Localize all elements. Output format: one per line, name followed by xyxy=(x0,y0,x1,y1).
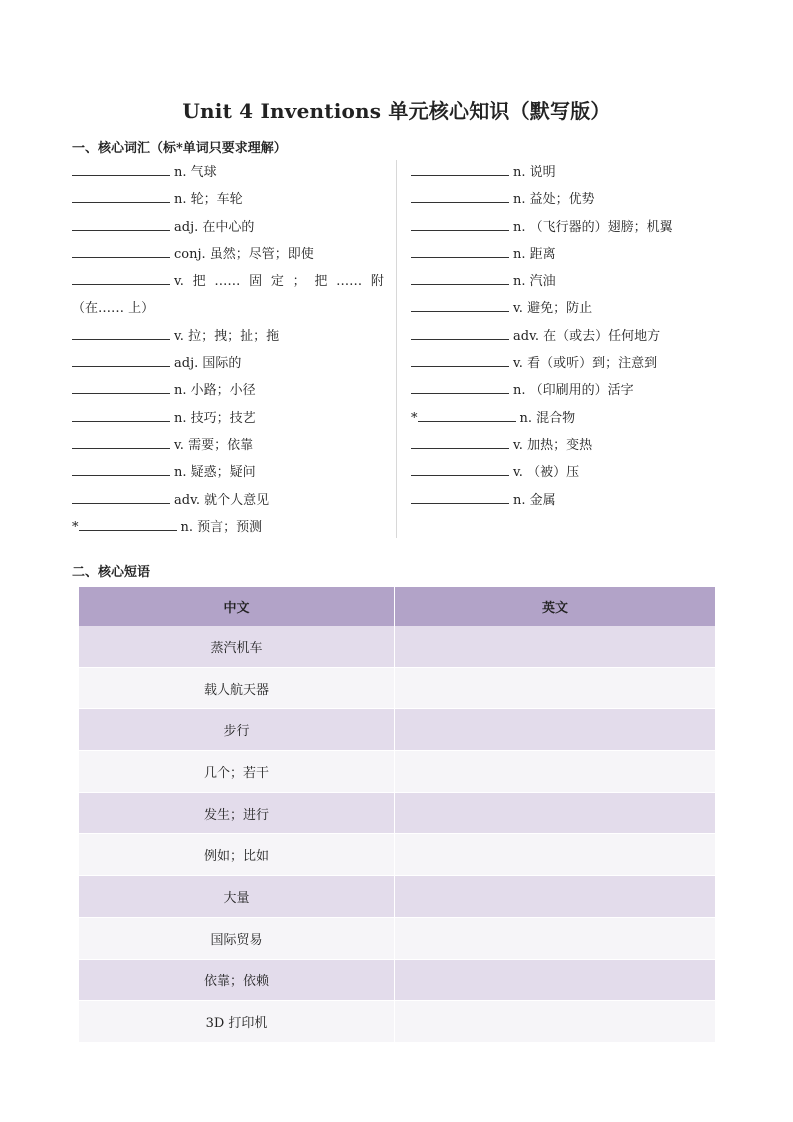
vocab-item xyxy=(72,514,392,541)
answer-blank[interactable] xyxy=(72,270,170,285)
page-title: Unit 4 Inventions 单元核心知识（默写版） xyxy=(182,99,611,123)
vocab-item xyxy=(411,214,731,241)
vocab-item xyxy=(72,186,392,213)
vocab-list-right xyxy=(411,159,731,514)
vocab-list-left xyxy=(72,159,392,541)
phrase-english-answer-cell[interactable] xyxy=(395,917,716,959)
vocab-definition: n. 混合物 xyxy=(519,410,576,426)
answer-blank[interactable] xyxy=(411,243,509,258)
table-row xyxy=(79,1001,716,1043)
phrase-chinese-cell: 3D 打印机 xyxy=(79,1001,395,1043)
phrase-english-answer-cell[interactable] xyxy=(395,959,716,1001)
phrase-chinese-cell: 大量 xyxy=(79,876,395,918)
answer-blank[interactable] xyxy=(79,516,177,531)
vocab-item xyxy=(72,432,392,459)
answer-blank[interactable] xyxy=(411,325,509,340)
header-english: 英文 xyxy=(395,587,716,626)
phrase-chinese-cell: 几个；若干 xyxy=(79,751,395,793)
vocab-item xyxy=(72,268,392,295)
phrase-english-answer-cell[interactable] xyxy=(395,876,716,918)
phrase-chinese-cell: 例如；比如 xyxy=(79,834,395,876)
vocab-item xyxy=(411,432,731,459)
answer-blank[interactable] xyxy=(72,461,170,476)
definition-part: …… xyxy=(336,274,363,290)
vocab-definition: v. 拉；拽；扯；拖 xyxy=(174,328,280,344)
vocab-item xyxy=(72,159,392,186)
definition-part: ； xyxy=(292,274,306,290)
answer-blank[interactable] xyxy=(411,489,509,504)
vocab-item xyxy=(72,350,392,377)
vocab-definition: adj. 在中心的 xyxy=(174,219,255,235)
answer-blank[interactable] xyxy=(411,352,509,367)
answer-blank[interactable] xyxy=(411,461,509,476)
definition-part: 附 xyxy=(370,274,384,290)
vocab-definition: adv. 就个人意见 xyxy=(174,492,270,508)
vocab-definition: n. （飞行器的）翅膀；机翼 xyxy=(513,219,673,235)
vocab-item xyxy=(72,377,392,404)
vocab-item xyxy=(411,241,731,268)
section-heading-phrases: 二、核心短语 xyxy=(72,565,151,580)
vocab-definition: n. （印刷用的）活字 xyxy=(513,383,634,399)
vocab-definition: n. 汽油 xyxy=(513,274,556,290)
answer-blank[interactable] xyxy=(72,434,170,449)
vocab-item xyxy=(411,159,731,186)
phrase-chinese-cell: 依靠；依赖 xyxy=(79,959,395,1001)
table-header-row xyxy=(79,587,716,626)
vocab-item xyxy=(411,186,731,213)
answer-blank[interactable] xyxy=(411,297,509,312)
vocab-definition: n. 金属 xyxy=(513,492,556,508)
definition-part: …… xyxy=(214,274,241,290)
vocab-definition: v. 看（或听）到；注意到 xyxy=(513,356,658,372)
vocab-item xyxy=(72,405,392,432)
answer-blank[interactable] xyxy=(411,379,509,394)
answer-blank[interactable] xyxy=(411,270,509,285)
vocab-item xyxy=(72,487,392,514)
vocab-definition: n. 技巧；技艺 xyxy=(174,410,256,426)
section-heading-vocabulary: 一、核心词汇（标*单词只要求理解） xyxy=(72,141,287,156)
vocab-definition: n. 气球 xyxy=(174,165,217,180)
phrase-english-answer-cell[interactable] xyxy=(395,626,716,667)
phrase-table xyxy=(79,587,716,1043)
vocab-definition: adv. 在（或去）任何地方 xyxy=(513,328,661,344)
table-row xyxy=(79,626,716,667)
phrase-english-answer-cell[interactable] xyxy=(395,709,716,751)
answer-blank[interactable] xyxy=(72,243,170,258)
answer-blank[interactable] xyxy=(72,352,170,367)
vocab-definition: n. 说明 xyxy=(513,165,556,180)
table-row xyxy=(79,917,716,959)
answer-blank[interactable] xyxy=(72,407,170,422)
vocab-item xyxy=(411,323,731,350)
phrase-english-answer-cell[interactable] xyxy=(395,667,716,709)
definition-part: 固 xyxy=(249,274,263,290)
vocab-definition: n. 小路；小径 xyxy=(174,383,256,399)
header-chinese: 中文 xyxy=(79,587,395,626)
phrase-english-answer-cell[interactable] xyxy=(395,1001,716,1043)
vocab-definition: v. （被）压 xyxy=(513,465,580,481)
definition-part: v. xyxy=(174,274,184,290)
phrase-english-answer-cell[interactable] xyxy=(395,834,716,876)
vocab-item xyxy=(411,350,731,377)
definition-part: 把 xyxy=(192,274,206,290)
answer-blank[interactable] xyxy=(72,379,170,394)
optional-star-marker: * xyxy=(72,519,79,535)
vocab-definition: conj. 虽然；尽管；即使 xyxy=(174,246,314,262)
vocab-item xyxy=(411,377,731,404)
vocab-definition: n. 轮；车轮 xyxy=(174,192,243,208)
phrase-chinese-cell: 国际贸易 xyxy=(79,917,395,959)
definition-part: 把 xyxy=(314,274,328,290)
vocab-definition: v. 避免；防止 xyxy=(513,301,593,317)
vocab-definition: adj. 国际的 xyxy=(174,356,242,372)
vocab-item xyxy=(72,323,392,350)
vocab-item xyxy=(72,214,392,241)
phrase-chinese-cell: 步行 xyxy=(79,709,395,751)
vocab-definition: n. 距离 xyxy=(513,246,556,262)
column-divider xyxy=(396,160,397,538)
answer-blank[interactable] xyxy=(72,216,170,231)
table-row xyxy=(79,834,716,876)
phrase-chinese-cell: 发生；进行 xyxy=(79,792,395,834)
vocab-item xyxy=(72,459,392,486)
table-row xyxy=(79,709,716,751)
answer-blank[interactable] xyxy=(72,325,170,340)
phrase-chinese-cell: 蒸汽机车 xyxy=(79,626,395,667)
answer-blank[interactable] xyxy=(72,188,170,203)
phrase-english-answer-cell[interactable] xyxy=(395,792,716,834)
table-row xyxy=(79,792,716,834)
answer-blank[interactable] xyxy=(411,161,509,176)
vocab-item xyxy=(72,241,392,268)
answer-blank[interactable] xyxy=(418,407,516,422)
vocab-item xyxy=(411,459,731,486)
optional-star-marker: * xyxy=(411,410,418,426)
phrase-english-answer-cell[interactable] xyxy=(395,751,716,793)
definition-part: 定 xyxy=(270,274,284,290)
phrase-chinese-cell: 载人航天器 xyxy=(79,667,395,709)
answer-blank[interactable] xyxy=(72,489,170,504)
table-row xyxy=(79,876,716,918)
table-row xyxy=(79,959,716,1001)
vocab-item xyxy=(411,405,731,432)
vocab-item-continuation: （在…… 上） xyxy=(72,301,155,317)
vocab-item xyxy=(411,487,731,514)
answer-blank[interactable] xyxy=(411,188,509,203)
vocab-definition: v. 需要；依靠 xyxy=(174,437,254,453)
vocab-definition: n. 益处；优势 xyxy=(513,192,595,208)
vocab-item xyxy=(411,268,731,295)
table-row xyxy=(79,667,716,709)
vocab-definition: n. 疑惑；疑问 xyxy=(174,465,256,481)
table-row xyxy=(79,751,716,793)
answer-blank[interactable] xyxy=(411,216,509,231)
answer-blank[interactable] xyxy=(72,161,170,176)
vocab-definition: n. 预言；预测 xyxy=(180,519,263,535)
vocab-item xyxy=(411,295,731,322)
vocab-definition: v. 加热；变热 xyxy=(513,437,593,453)
vocab-definition xyxy=(174,268,384,295)
answer-blank[interactable] xyxy=(411,434,509,449)
